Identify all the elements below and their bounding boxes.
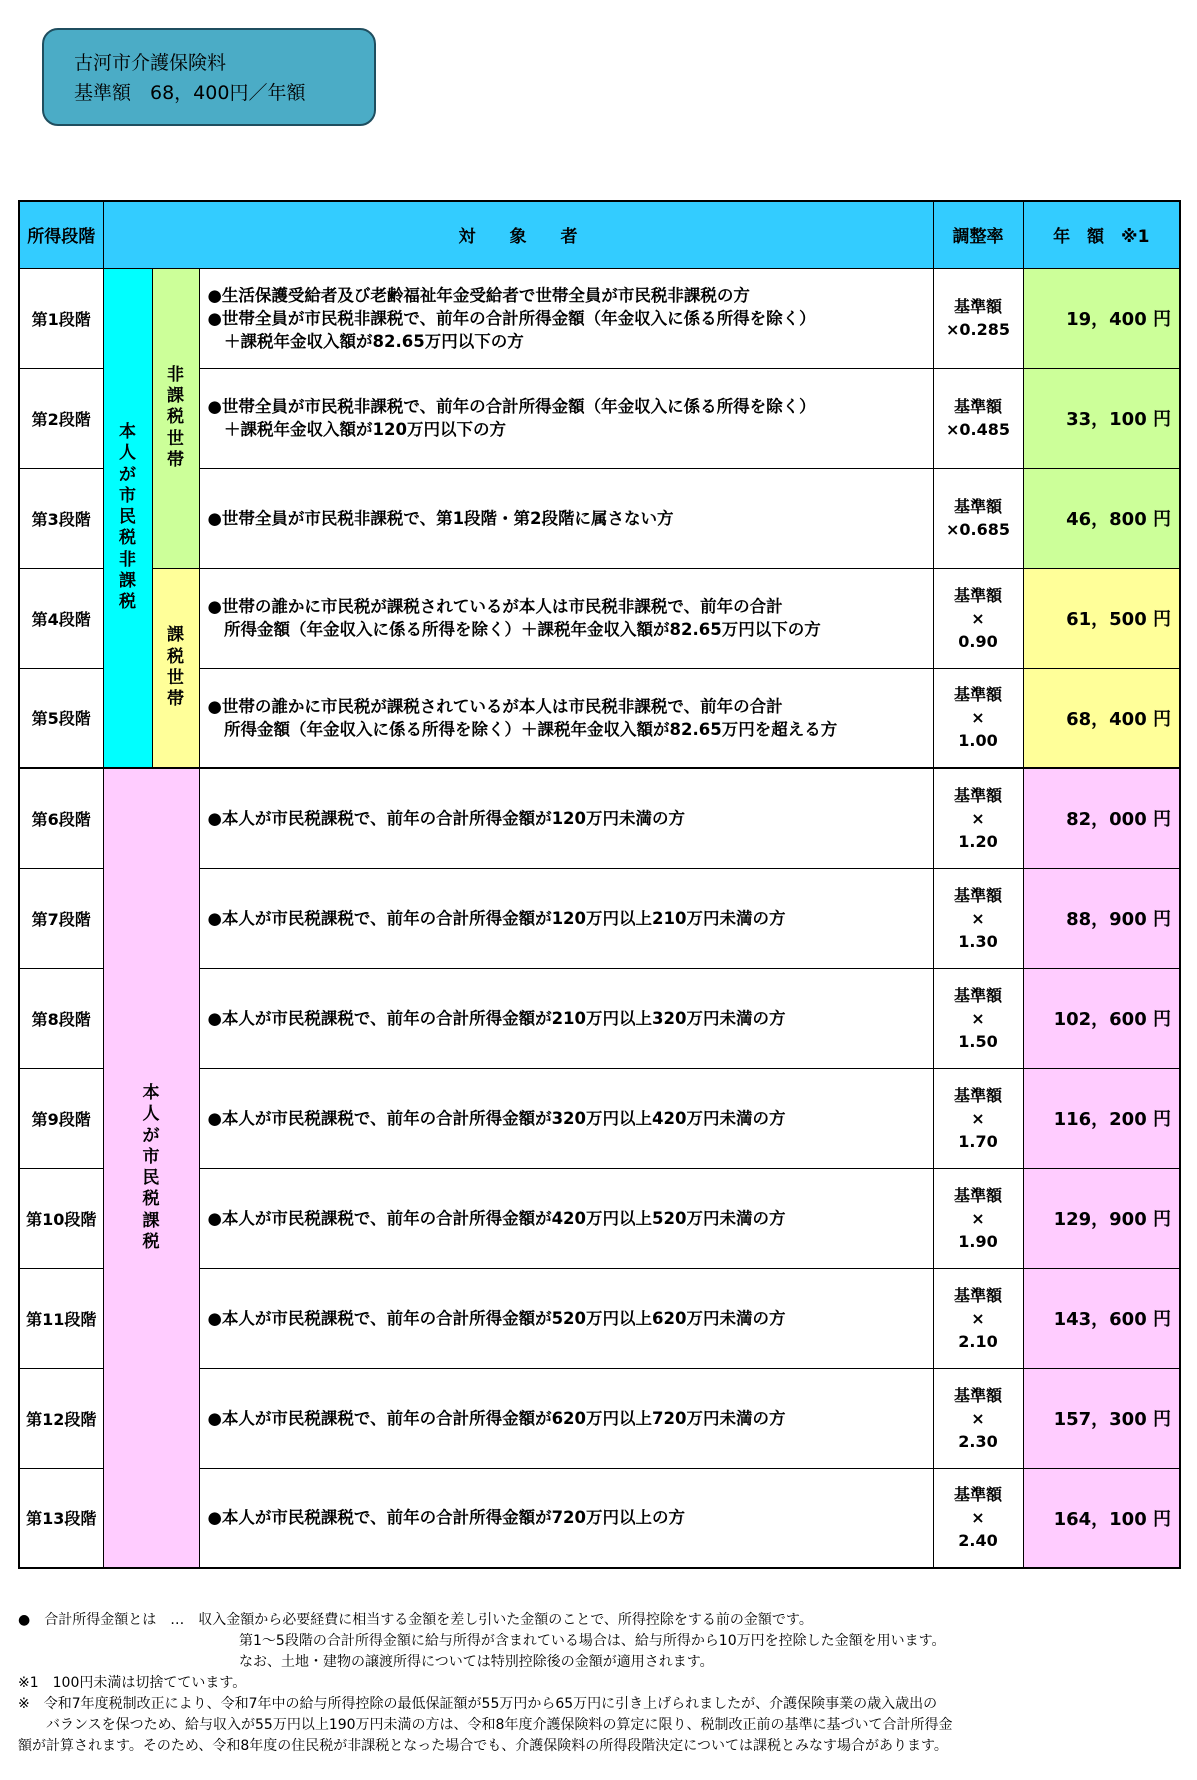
footnote-1: ※1 100円未満は切捨てています。: [18, 1675, 247, 1691]
title-line1: 古河市介護保険料: [74, 52, 227, 74]
target-cell: ●世帯全員が市民税非課税で、第1段階・第2段階に属さない方: [199, 468, 933, 568]
stage-cell: 第4段階: [19, 568, 103, 668]
group-nontaxed-household: 非課税世帯: [152, 268, 199, 568]
stage-cell: 第2段階: [19, 368, 103, 468]
stage-cell: 第11段階: [19, 1268, 103, 1368]
table-row: [19, 768, 1180, 868]
amount-cell: 102，600 円: [1023, 968, 1180, 1068]
rate-cell: 基準額 ×0.285: [933, 268, 1023, 368]
group-taxed-household: 課税世帯: [152, 568, 199, 768]
header-stage: 所得段階: [19, 201, 103, 268]
rate-cell: 基準額 × 1.90: [933, 1168, 1023, 1268]
target-cell: ●生活保護受給者及び老齢福祉年金受給者で世帯全員が市民税非課税の方 ●世帯全員が市民税非課税で、前年の合計所得金額（年金収入に係る所得を除く） ＋課税年金収入額が82.65万円以下の方: [199, 268, 933, 368]
footnote-2-line2: バランスを保つため、給与収入が55万円以上190万円未満の方は、令和8年度介護保険料の算定に限り、税制改正前の基準に基づいて合計所得金: [46, 1717, 953, 1733]
stage-cell: 第3段階: [19, 468, 103, 568]
amount-cell: 82，000 円: [1023, 768, 1180, 868]
target-cell: ●世帯の誰かに市民税が課税されているが本人は市民税非課税で、前年の合計 所得金額（年金収入に係る所得を除く）＋課税年金収入額が82.65万円以下の方: [199, 568, 933, 668]
amount-cell: 129，900 円: [1023, 1168, 1180, 1268]
target-cell: ●本人が市民税課税で、前年の合計所得金額が720万円以上の方: [199, 1468, 933, 1568]
footnote-2-line1: ※ 令和7年度税制改正により、令和7年中の給与所得控除の最低保証額が55万円から65万円に引き上げられましたが、介護保険事業の歳入歳出の: [18, 1696, 938, 1712]
stage-cell: 第10段階: [19, 1168, 103, 1268]
table-row: [19, 268, 1180, 368]
target-cell: ●本人が市民税課税で、前年の合計所得金額が120万円以上210万円未満の方: [199, 868, 933, 968]
header-rate: 調整率: [933, 201, 1023, 268]
amount-cell: 88，900 円: [1023, 868, 1180, 968]
stage-cell: 第13段階: [19, 1468, 103, 1568]
footnote-2-line3: 額が計算されます。そのため、令和8年度の住民税が非課税となった場合でも、介護保険料の所得段階決定については課税とみなす場合があります。: [18, 1738, 948, 1754]
definition-note-line1: ● 合計所得金額とは … 収入金額から必要経費に相当する金額を差し引いた金額のことで、所得控除をする前の金額です。: [18, 1612, 813, 1628]
amount-cell: 116，200 円: [1023, 1068, 1180, 1168]
title-box: [42, 28, 376, 126]
definition-note-line2: 第1～5段階の合計所得金額に給与所得が含まれている場合は、給与所得から10万円を控除した金額を用います。: [239, 1633, 946, 1649]
amount-cell: 33，100 円: [1023, 368, 1180, 468]
header-amount: 年 額 ※1: [1023, 201, 1180, 268]
title-line2: 基準額 68，400円／年額: [74, 82, 306, 104]
stage-cell: 第7段階: [19, 868, 103, 968]
rate-cell: 基準額 × 1.00: [933, 668, 1023, 768]
amount-cell: 157，300 円: [1023, 1368, 1180, 1468]
stage-cell: 第1段階: [19, 268, 103, 368]
target-cell: ●本人が市民税課税で、前年の合計所得金額が210万円以上320万円未満の方: [199, 968, 933, 1068]
target-cell: ●本人が市民税課税で、前年の合計所得金額が620万円以上720万円未満の方: [199, 1368, 933, 1468]
target-cell: ●本人が市民税課税で、前年の合計所得金額が120万円未満の方: [199, 768, 933, 868]
rate-cell: 基準額 × 1.30: [933, 868, 1023, 968]
amount-cell: 61，500 円: [1023, 568, 1180, 668]
stage-cell: 第9段階: [19, 1068, 103, 1168]
stage-cell: 第12段階: [19, 1368, 103, 1468]
rate-cell: 基準額 × 1.50: [933, 968, 1023, 1068]
rate-cell: 基準額 × 0.90: [933, 568, 1023, 668]
rate-cell: 基準額 × 1.70: [933, 1068, 1023, 1168]
group-nontaxed-self: 本人が市民税非課税: [103, 268, 152, 768]
target-cell: ●本人が市民税課税で、前年の合計所得金額が520万円以上620万円未満の方: [199, 1268, 933, 1368]
fee-table: [18, 200, 1181, 1569]
target-cell: ●世帯の誰かに市民税が課税されているが本人は市民税非課税で、前年の合計 所得金額（年金収入に係る所得を除く）＋課税年金収入額が82.65万円を超える方: [199, 668, 933, 768]
rate-cell: 基準額 ×0.485: [933, 368, 1023, 468]
target-cell: ●本人が市民税課税で、前年の合計所得金額が320万円以上420万円未満の方: [199, 1068, 933, 1168]
stage-cell: 第5段階: [19, 668, 103, 768]
amount-cell: 19，400 円: [1023, 268, 1180, 368]
stage-cell: 第6段階: [19, 768, 103, 868]
amount-cell: 143，600 円: [1023, 1268, 1180, 1368]
rate-cell: 基準額 × 2.10: [933, 1268, 1023, 1368]
rate-cell: 基準額 × 2.30: [933, 1368, 1023, 1468]
target-cell: ●世帯全員が市民税非課税で、前年の合計所得金額（年金収入に係る所得を除く） ＋課税年金収入額が120万円以下の方: [199, 368, 933, 468]
table-row: [19, 568, 1180, 668]
target-cell: ●本人が市民税課税で、前年の合計所得金額が420万円以上520万円未満の方: [199, 1168, 933, 1268]
header-target: 対 象 者: [103, 201, 933, 268]
definition-note-line3: なお、土地・建物の譲渡所得については特別控除後の金額が適用されます。: [239, 1654, 714, 1670]
group-taxed-self: 本人が市民税課税: [103, 768, 199, 1568]
header-row: [19, 201, 1180, 268]
amount-cell: 68，400 円: [1023, 668, 1180, 768]
amount-cell: 46，800 円: [1023, 468, 1180, 568]
stage-cell: 第8段階: [19, 968, 103, 1068]
notes: [18, 1610, 1188, 1757]
rate-cell: 基準額 ×0.685: [933, 468, 1023, 568]
amount-cell: 164，100 円: [1023, 1468, 1180, 1568]
rate-cell: 基準額 × 1.20: [933, 768, 1023, 868]
rate-cell: 基準額 × 2.40: [933, 1468, 1023, 1568]
